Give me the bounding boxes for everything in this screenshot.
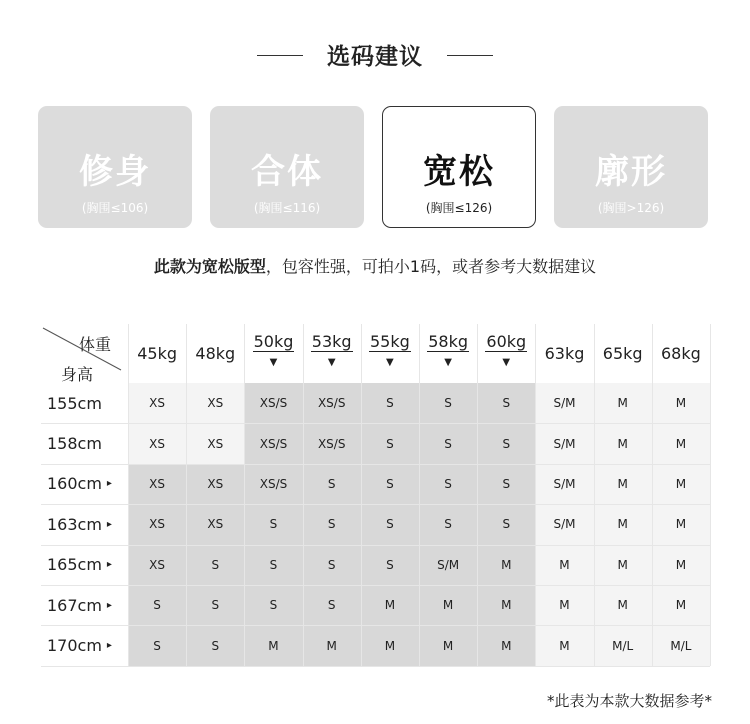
weight-label: 48kg xyxy=(195,344,236,363)
weight-header-63kg xyxy=(535,324,593,383)
size-cell: XS/S xyxy=(303,423,361,463)
grid-vline xyxy=(535,324,536,666)
size-cell: S xyxy=(303,504,361,544)
size-cell: M xyxy=(652,383,710,423)
height-value: 167cm xyxy=(47,595,102,615)
size-cell: S xyxy=(361,504,419,544)
fit-chest-range: (胸围≤126) xyxy=(425,201,493,215)
size-cell: M xyxy=(361,585,419,625)
size-cell: S xyxy=(477,504,535,544)
size-cell: M xyxy=(477,625,535,665)
size-cell: M xyxy=(594,504,652,544)
row-arrow-icon: ▸ xyxy=(106,559,112,571)
grid-vline xyxy=(594,324,595,666)
size-cell: S xyxy=(477,423,535,463)
size-cell: M xyxy=(594,423,652,463)
recommended-marker-icon: ▼ xyxy=(327,357,336,368)
size-cell: XS xyxy=(128,423,186,463)
size-cell: XS xyxy=(186,383,244,423)
size-cell: S xyxy=(477,383,535,423)
weight-header-60kg xyxy=(477,324,535,383)
size-cell: XS xyxy=(128,464,186,504)
height-label-155cm xyxy=(41,383,128,423)
height-value: 170cm xyxy=(47,636,102,656)
size-cell: S xyxy=(361,423,419,463)
weight-header-45kg xyxy=(128,324,186,383)
weight-label: 45kg xyxy=(137,344,177,363)
grid-vline xyxy=(186,324,187,666)
height-label-170cm xyxy=(41,625,128,665)
size-cell: S xyxy=(128,625,186,665)
size-cell: XS/S xyxy=(303,383,361,423)
size-cell: XS xyxy=(128,383,186,423)
section-title xyxy=(0,38,750,72)
fit-card-1[interactable] xyxy=(38,106,192,228)
height-label-163cm xyxy=(41,504,128,544)
size-cell: S xyxy=(244,504,302,544)
size-cell: XS/S xyxy=(244,423,302,463)
size-cell: S xyxy=(303,585,361,625)
weight-label: 50kg xyxy=(253,332,294,351)
page-title: 选码建议 xyxy=(327,44,423,70)
size-cell: S/M xyxy=(535,423,593,463)
fit-recommendation xyxy=(0,254,750,277)
size-cell: S/M xyxy=(535,464,593,504)
size-cell: M xyxy=(477,585,535,625)
size-cell: M xyxy=(477,545,535,585)
size-cell: M xyxy=(652,464,710,504)
weight-label: 63kg xyxy=(544,344,585,363)
weight-label: 65kg xyxy=(602,344,643,363)
fit-name: 廓形 xyxy=(595,152,667,192)
grid-hline xyxy=(41,625,710,626)
size-cell: M xyxy=(361,625,419,665)
fit-card-4[interactable] xyxy=(554,106,708,228)
grid-vline xyxy=(419,324,420,666)
size-cell: XS/S xyxy=(244,383,302,423)
row-arrow-icon: ▸ xyxy=(106,518,112,530)
corner-weight-label: 体重 xyxy=(79,335,112,354)
grid-hline xyxy=(41,585,710,586)
height-label-165cm xyxy=(41,545,128,585)
grid-vline xyxy=(128,324,129,666)
size-cell: XS/S xyxy=(244,464,302,504)
grid-hline xyxy=(41,464,710,465)
size-cell: M xyxy=(652,545,710,585)
height-value: 163cm xyxy=(47,514,102,534)
row-arrow-icon: ▸ xyxy=(106,640,112,652)
fit-chest-range: (胸围≤116) xyxy=(253,201,321,215)
size-cell: M xyxy=(594,585,652,625)
corner-height-label: 身高 xyxy=(61,365,94,384)
fit-name: 宽松 xyxy=(423,152,495,192)
size-cell: S xyxy=(128,585,186,625)
grid-hline xyxy=(41,504,710,505)
height-value: 165cm xyxy=(47,555,102,575)
size-cell: S xyxy=(186,625,244,665)
grid-vline xyxy=(361,324,362,666)
size-cell: S xyxy=(303,464,361,504)
weight-header-65kg xyxy=(594,324,652,383)
grid-hline xyxy=(41,666,710,667)
fit-chest-range: (胸围≤106) xyxy=(81,201,149,215)
size-cell: XS xyxy=(186,464,244,504)
size-cell: XS xyxy=(128,504,186,544)
grid-vline xyxy=(303,324,304,666)
height-label-160cm xyxy=(41,464,128,504)
height-label-167cm xyxy=(41,585,128,625)
size-cell: M xyxy=(535,545,593,585)
fit-name: 修身 xyxy=(79,152,151,192)
size-cell: S xyxy=(419,383,477,423)
size-cell: S xyxy=(244,585,302,625)
weight-header-53kg xyxy=(303,324,361,383)
height-label-158cm xyxy=(41,423,128,463)
row-arrow-icon: ▸ xyxy=(106,478,112,490)
recommended-marker-icon: ▼ xyxy=(269,357,278,368)
grid-hline xyxy=(41,423,710,424)
size-cell: S xyxy=(361,464,419,504)
weight-header-68kg xyxy=(652,324,710,383)
size-cell: M/L xyxy=(594,625,652,665)
size-cell: XS xyxy=(186,423,244,463)
recommended-marker-icon: ▼ xyxy=(502,357,511,368)
recommendation-text: ，包容性强，可拍小1码，或者参考大数据建议 xyxy=(265,257,597,276)
size-cell: S/M xyxy=(535,383,593,423)
title-divider-right xyxy=(447,55,493,56)
size-cell: XS xyxy=(186,504,244,544)
size-cell: XS xyxy=(128,545,186,585)
size-cell: M xyxy=(419,625,477,665)
grid-vline xyxy=(710,324,711,666)
weight-header-48kg xyxy=(186,324,244,383)
weight-header-50kg xyxy=(244,324,302,383)
recommendation-bold: 此款为宽松版型 xyxy=(153,257,266,276)
size-cell: S xyxy=(186,545,244,585)
weight-label: 60kg xyxy=(486,332,527,351)
size-cell: M xyxy=(419,585,477,625)
weight-label: 55kg xyxy=(370,332,410,351)
fit-name: 合体 xyxy=(251,152,323,192)
grid-hline xyxy=(41,545,710,546)
weight-label: 58kg xyxy=(428,332,468,351)
weight-label: 53kg xyxy=(311,332,352,351)
weight-header-58kg xyxy=(419,324,477,383)
fit-chest-range: (胸围>126) xyxy=(597,201,665,215)
grid-vline xyxy=(652,324,653,666)
table-corner xyxy=(41,324,128,383)
height-value: 160cm xyxy=(47,474,102,494)
grid-vline xyxy=(477,324,478,666)
size-cell: M xyxy=(535,625,593,665)
size-cell: M xyxy=(652,585,710,625)
size-cell: S/M xyxy=(419,545,477,585)
size-cell: M xyxy=(535,585,593,625)
height-value: 155cm xyxy=(47,393,102,413)
size-cell: S xyxy=(419,464,477,504)
height-value: 158cm xyxy=(47,434,102,454)
size-cell: M xyxy=(652,423,710,463)
size-cell: S xyxy=(361,383,419,423)
size-cell: S xyxy=(361,545,419,585)
weight-header-55kg xyxy=(361,324,419,383)
size-cell: S xyxy=(303,545,361,585)
size-cell: M xyxy=(652,504,710,544)
size-cell: S/M xyxy=(535,504,593,544)
recommended-marker-icon: ▼ xyxy=(386,357,394,368)
size-cell: M/L xyxy=(652,625,710,665)
size-cell: S xyxy=(419,504,477,544)
table-footnote: *此表为本款大数据参考* xyxy=(546,692,712,710)
grid-vline xyxy=(244,324,245,666)
weight-label: 68kg xyxy=(661,344,701,363)
size-cell: S xyxy=(244,545,302,585)
recommended-marker-icon: ▼ xyxy=(444,357,452,368)
size-cell: M xyxy=(594,545,652,585)
size-chart-table xyxy=(41,324,710,671)
size-cell: S xyxy=(186,585,244,625)
size-cell: S xyxy=(419,423,477,463)
row-arrow-icon: ▸ xyxy=(106,599,112,611)
size-cell: S xyxy=(477,464,535,504)
size-cell: M xyxy=(594,464,652,504)
size-cell: M xyxy=(594,383,652,423)
fit-card-2[interactable] xyxy=(210,106,364,228)
size-cell: M xyxy=(244,625,302,665)
fit-card-3[interactable] xyxy=(382,106,536,228)
size-cell: M xyxy=(303,625,361,665)
